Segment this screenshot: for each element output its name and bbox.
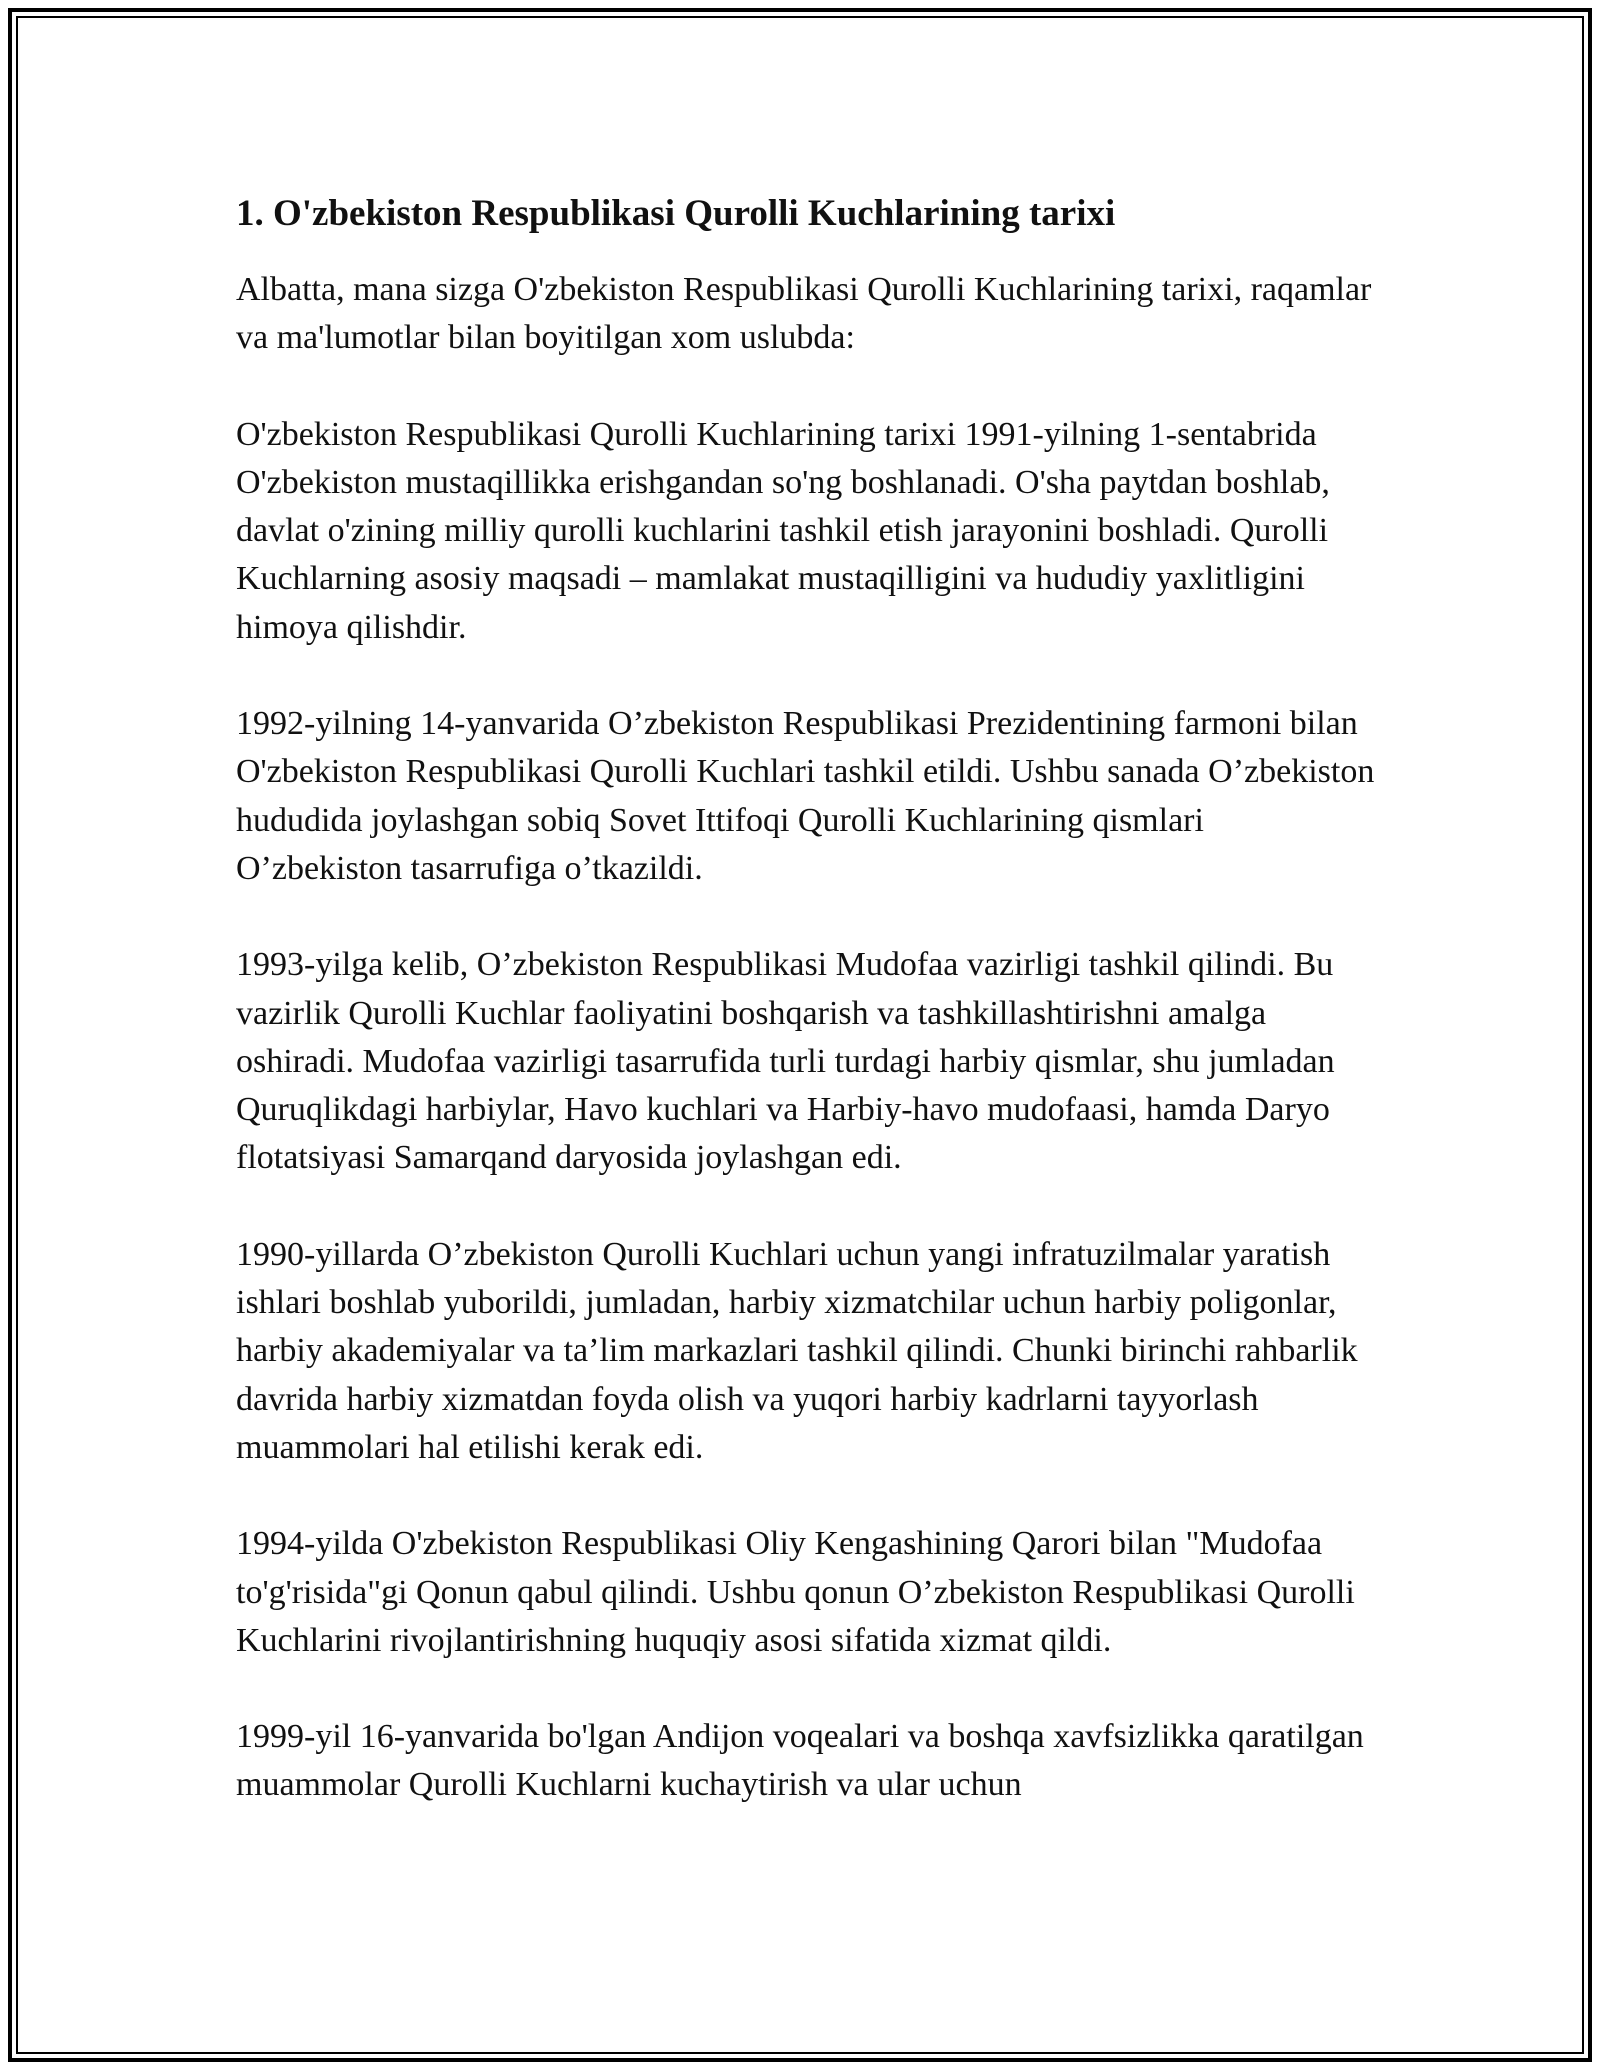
paragraph-intro: Albatta, mana sizga O'zbekiston Respublikasi Qurolli Kuchlarining tarixi, raqamlar va ma'lumotlar bilan boyitilgan xom uslubda:: [236, 271, 1372, 357]
paragraph-1990s: 1990-yillarda O’zbekiston Qurolli Kuchlari uchun yangi infratuzilmalar yaratish ishlari boshlab yuborildi, jumladan, harbiy xizmatchilar uchun harbiy poligonlar, harbiy akademiyalar va ta’lim markazlari tashkil qilindi. Chunki birinchi rahbarlik davrida harbiy xizmatdan foyda olish va yuqori harbiy kadrlarni tayyorlash muammolari hal etilishi kerak edi.: [236, 1235, 1358, 1466]
document-body: [236, 188, 1376, 1858]
paragraph-1991: O'zbekiston Respublikasi Qurolli Kuchlarining tarixi 1991-yilning 1-sentabrida O'zbekiston mustaqillikka erishgandan so'ng boshlanadi. O'sha paytdan boshlab, davlat o'zining milliy qurolli kuchlarini tashkil etish jarayonini boshladi. Qurolli Kuchlarning asosiy maqsadi – mamlakat mustaqilligini va hududiy yaxlitligini himoya qilishdir.: [236, 415, 1330, 646]
paragraph-1994: 1994-yilda O'zbekiston Respublikasi Oliy Kengashining Qarori bilan "Mudofaa to'g'risida"gi Qonun qabul qilindi. Ushbu qonun O’zbekiston Respublikasi Qurolli Kuchlarini rivojlantirishning huquqiy asosi sifatida xizmat qildi.: [236, 1525, 1355, 1659]
document-title: 1. O'zbekiston Respublikasi Qurolli Kuchlarining tarixi: [236, 193, 1116, 234]
paragraph-1993: 1993-yilga kelib, O’zbekiston Respublikasi Mudofaa vazirligi tashkil qilindi. Bu vazirlik Qurolli Kuchlar faoliyatini boshqarish va tashkillashtirishni amalga oshiradi. Mudofaa vazirligi tasarrufida turli turdagi harbiy qismlar, shu jumladan Quruqlikdagi harbiylar, Havo kuchlari va Harbiy-havo mudofaasi, hamda Daryo flotatsiyasi Samarqand daryosida joylashgan edi.: [236, 946, 1335, 1177]
paragraph-1999: 1999-yil 16-yanvarida bo'lgan Andijon voqealari va boshqa xavfsizlikka qaratilgan muammolar Qurolli Kuchlarni kuchaytirish va ular uchun: [236, 1718, 1364, 1804]
paragraph-1992: 1992-yilning 14-yanvarida O’zbekiston Respublikasi Prezidentining farmoni bilan O'zbekiston Respublikasi Qurolli Kuchlari tashkil etildi. Ushbu sanada O’zbekiston hududida joylashgan sobiq Sovet Ittifoqi Qurolli Kuchlarining qismlari O’zbekiston tasarrufiga o’tkazildi.: [236, 705, 1375, 887]
